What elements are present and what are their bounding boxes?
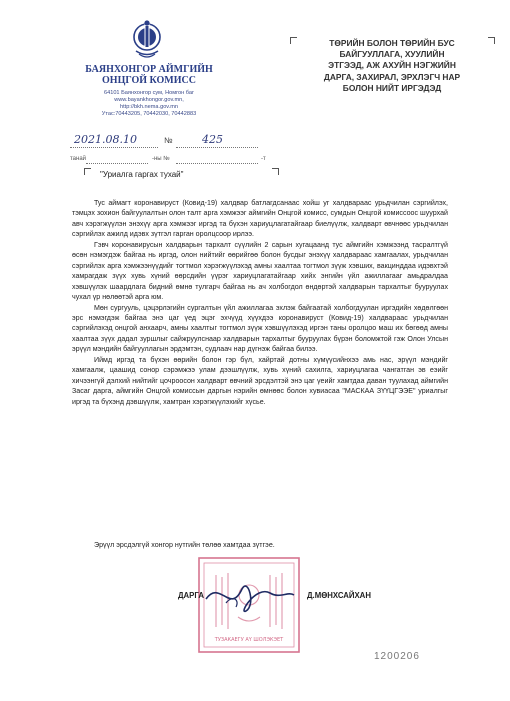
number-underline [176,147,258,148]
body-paragraph: Мөн сургууль, цэцэрлэгийн сургалтын үйл ажиллагаа эхлэж байгаатай холбогдуулан иргэдийн хөдөлгөөн эрс нэмэгдэж байгаа энэ цаг үед эцэг эхчүүд хүүхдээ коронавируст (Ковид-19) халдвараас урьдчилан сэргийлэхэд онцгой анхаарч, амны хаалтыг тогтмол зүүж хэвшүүлэхэд иргэн таны оролцоо маш их бөгөөд амны хаалтаа зүүх дадал зуршлыг сайжруулснаар халдварын тархалтыг бууруулах бүрэн боломжтой гэж Олон Улсын эрүүл мэндийн байгууллагын эрдэмтэн, судлаач нар дүгнэж байгаа билээ. [72,303,448,354]
body-paragraph: Тус аймагт коронавируст (Ковид-19) халдвар батлагдсанаас хойш уг халдвараас урьдчилан сэргийлэх, тэмцэх зохион байгуулалтын олон талт арга хэмжээг аймгийн Онцгой комисс, сумдын Онцгой комиссоос шуурхай авч хэрэгжүүлэн энэхүү арга хэмжээг иргэд та бүхэн хариуцлагатайгаар биелүүлж, халдварт өвчнөөс урьдчилан сэргийлэх ажилд идэвх зүтгэл гарган оролцсоор ирлээ. [72,199,448,239]
letter-body [72,198,448,407]
letter-subject: "Уриалга гаргах тухай" [100,170,184,179]
ref-middle-label: -ны № [152,156,170,162]
body-paragraph: Иймд иргэд та бүхэн өөрийн болон гэр бүл, хайртай дотны хүмүүсийнхээ амь нас, эрүүл мэндийг хамгаалж, цаашид сонор сэрэмжээ улам дээшлүүлж, хувь хүний сахилга, хариуцлагаа чангатган эв еэийг хичээнгүй дэлхий нийтийг цочроосон халдварт өвчний эрсдэлтэй энэ цаг үеийг хамтдаа даван туулахад аймгийн Засаг дарга, аймгийн Онцгой комиссын даргын нэрийн өмнөөс болон хувиасаа "МАСКАА ЗҮҮЦГЭЭЕ" уриалгыг иргэд та бүхэнд дэвшүүлж, хамтран хэрэгжүүлэхийг хүсье. [72,355,448,406]
ref-underline [86,163,148,164]
closing-line: Эрүүл эрсдэлгүй хонгор нутгийн төлөө хамтдаа зүтгэе. [94,541,275,549]
signatory-role: ДАРГА [178,591,204,600]
official-stamp-icon [196,555,302,655]
ref-underline [176,163,258,164]
number-sign: № [164,136,173,145]
signature-scribble [206,586,294,611]
phone-line: Утас:70443205, 70442030, 70442883 [101,111,197,117]
ref-right-label: -т [261,156,266,162]
address-line: 64101 Баянхонгор сум, Номгон баг [103,90,195,96]
date-underline [70,147,158,148]
org-name-line-1: БАЯНХОНГОР АЙМГИЙН [85,64,213,75]
signatory-name: Д.МӨНХСАЙХАН [307,591,371,600]
letter-number: 425 [202,133,223,146]
addressee-bracket-left [290,37,297,44]
document-serial-number: 1200206 [374,651,420,662]
addressee-line: ДАРГА, ЗАХИРАЛ, ЭРХЛЭГЧ НАР [323,71,461,82]
date-number-line [70,133,260,149]
addressee-line: ТӨРИЙН БОЛОН ТӨРИЙН БУС [329,38,455,48]
stamp-caption: ТУЗАКАЕГУ АҮ ШОЛЭКЭЕТ [214,637,284,643]
org-name-line-2: ОНЦГОЙ КОМИСС [102,75,196,86]
organization-name [74,64,224,86]
addressee-line: БАЙГУУЛЛАГА, ХУУЛИЙН [339,49,445,60]
body-paragraph: Гэвч коронавирусын халдварын тархалт сүүлийн 2 сарын хугацаанд тус аймгийн хэмжээнд тасралтгүй өсөн нэмэгдэж байгаа нь иргэд, олон нийтийг өөрийгөө болон бусдыг энэхүү халдвараас хамгаалах, урьдчилан сэргийлэх арга хэмжээнүүдийг тогтмол хэрэгжүүлэхэд амны хаалтаа тогтмол зүүж хэвших, вакцинддаа идэвхтэй хамрагдаж зүүх хувь хүний өөрсдийн үүрэг хариуцлагатайгаар хийх энгийн үйл ажиллагааг амьдралдаа хэвшүүлэх шаардлага бидний өмнө тулгарч байгаа нь ач холбогдол өндөртэй халдварын тархалтыг бууруулах чухал үр нөлөөтэй арга юм. [72,240,448,302]
state-emblem-icon [132,18,162,60]
organization-contact-info [74,90,224,118]
website-line: www.bayankhongor.gov.mn, [114,97,184,103]
ref-left-label: танай [70,156,87,162]
reference-line [70,154,270,166]
addressee-block [302,38,482,94]
addressee-bracket-right [488,37,495,44]
website-line: http://bkh.nema.gov.mn [119,104,179,110]
letter-date: 2021.08.10 [74,133,137,146]
subject-bracket-left [84,168,91,175]
addressee-line: ЭТГЭЭД, АЖ АХУЙН НЭГЖИЙН [328,60,456,71]
subject-bracket-right [272,168,279,175]
addressee-line: БОЛОН НИЙТ ИРГЭДЭД [342,82,442,93]
